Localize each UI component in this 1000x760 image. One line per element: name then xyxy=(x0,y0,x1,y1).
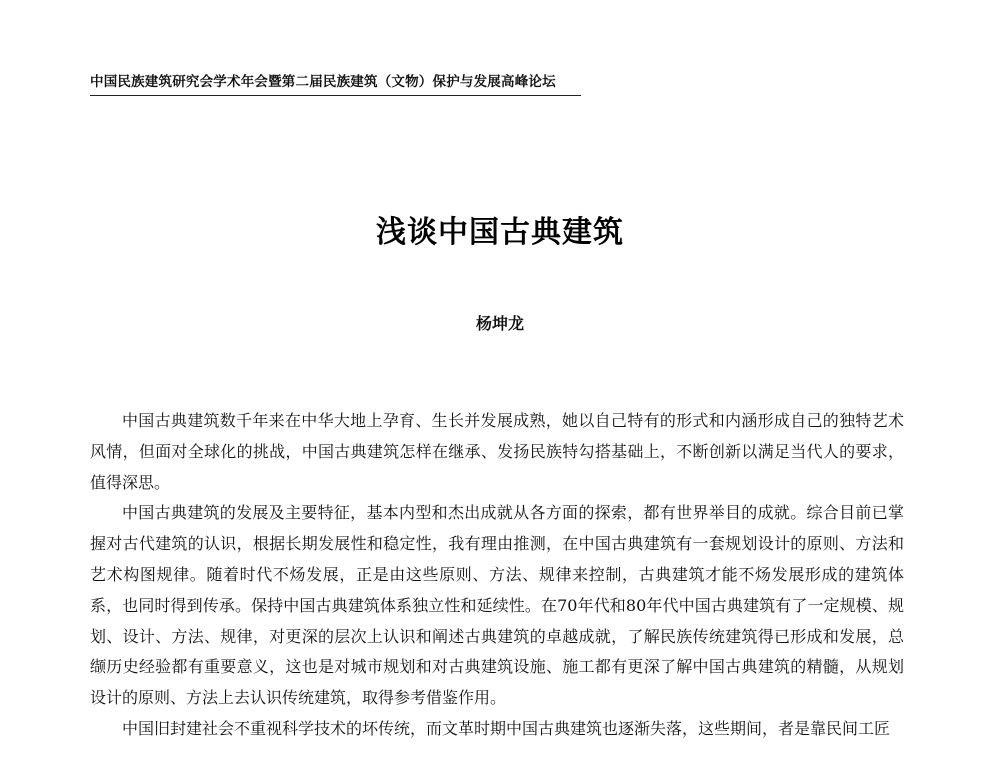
article-title: 浅谈中国古典建筑 xyxy=(376,215,624,250)
header-underline xyxy=(90,95,581,96)
paragraph: 中国旧封建社会不重视科学技术的坏传统，而文革时期中国古典建筑也逐渐失落，这些期间，者是靠民间工匠 xyxy=(122,718,891,738)
author-name: 杨坤龙 xyxy=(475,314,524,333)
paragraph: 中国古典建筑的发展及主要特征，基本内型和杰出成就从各方面的探索，都有世界举目的成就。综合目前已掌握对古代建筑的认识，根据长期发展性和稳定性，我有理由推测，在中国古典建筑有一套规划设计的原则、方法和艺术构图规律。随着时代不炀发展，正是由这些原则、方法、规律来控制，古典建筑才能不炀发展形成的建筑体系，也同时得到传承。保持中国古典建筑体系独立性和延续性。在70年代和80年代中国古典建筑有了一定规模、规划、设计、方法、规律，对更深的层次上认识和阐述古典建筑的卓越成就，了解民族传统建筑得已形成和发展，总缬历史经验都有重要意义，这也是对城市规划和对古典建筑设施、施工都有更深了解中国古典建筑的精髓，从规划设计的原则、方法上去认识传统建筑，取得参考借鉴作用。 xyxy=(90,503,904,708)
paragraph: 中国古典建筑数千年来在中华大地上孕育、生长并发展成熟，她以自己特有的形式和内涵形成自己的独特艺术风情，但面对全球化的挑战，中国古典建筑怎样在继承、发扬民族特勾搭基础上，不断创新以满足当代人的要求，值得深思。 xyxy=(90,411,904,492)
running-header: 中国民族建筑研究会学术年会暨第二届民族建筑（文物）保护与发展高峰论坛 xyxy=(90,74,556,90)
article-body xyxy=(90,406,904,745)
